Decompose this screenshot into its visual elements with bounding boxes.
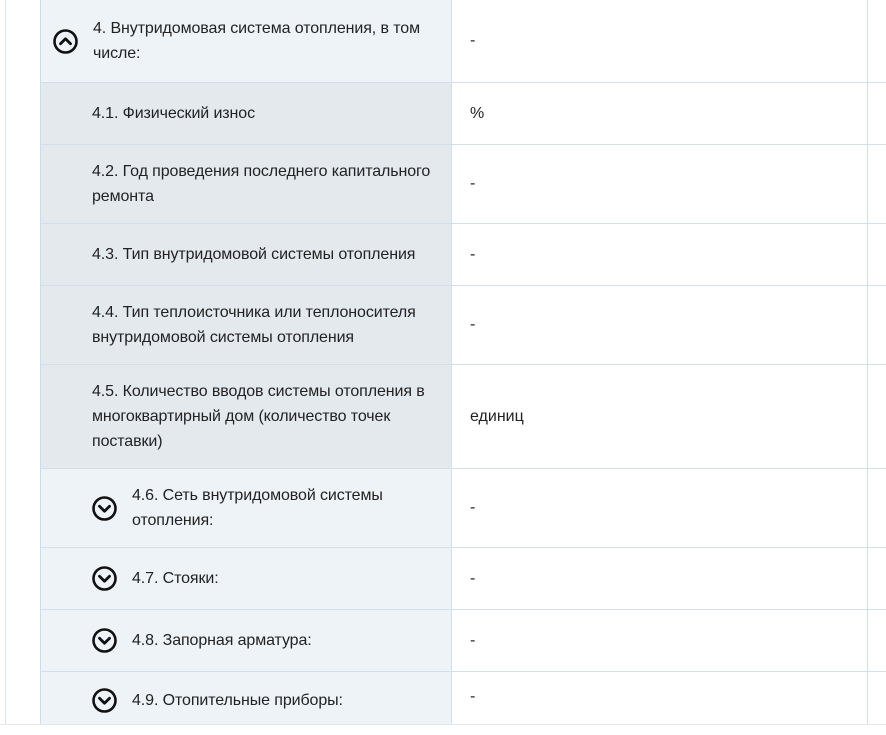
table-row-heat-source [41, 286, 886, 365]
row-label: 4.7. Стояки: [132, 570, 219, 587]
row-label-cell [41, 145, 452, 223]
row-label: 4.9. Отопительные приборы: [132, 692, 343, 709]
row-label: 4.4. Тип теплоисточника или теплоносителя внутридомовой системы отопления [92, 304, 416, 346]
row-value: - [452, 469, 868, 547]
row-label-cell [41, 224, 452, 285]
row-extra-cell [868, 286, 886, 364]
row-value: - [452, 224, 868, 285]
outer-border-line [5, 0, 6, 724]
row-extra-cell [868, 224, 886, 285]
table-row-heating-devices [41, 672, 886, 725]
row-value: - [452, 548, 868, 609]
row-label-cell [41, 83, 452, 144]
row-extra-cell [868, 0, 886, 82]
chevron-down-icon[interactable] [92, 688, 117, 713]
chevron-down-icon[interactable] [92, 628, 117, 653]
row-label: 4.2. Год проведения последнего капитального ремонта [92, 163, 431, 205]
row-extra-cell [868, 548, 886, 609]
row-value: - [452, 145, 868, 223]
row-label: 4. Внутридомовая система отопления, в том числе: [93, 20, 420, 62]
row-value: - [452, 610, 868, 671]
row-value: - [452, 0, 868, 82]
chevron-down-icon[interactable] [92, 566, 117, 591]
row-label-cell [41, 548, 452, 609]
row-label: 4.5. Количество вводов системы отопления в многоквартирный дом (количество точек поставки) [92, 383, 425, 450]
row-extra-cell [868, 365, 886, 468]
table-row-last-repair-year [41, 145, 886, 224]
row-value: % [452, 83, 868, 144]
row-extra-cell [868, 610, 886, 671]
row-label: 4.3. Тип внутридомовой системы отопления [92, 246, 416, 263]
table-row-shutoff-valves [41, 610, 886, 672]
table-row-risers [41, 548, 886, 610]
row-extra-cell [868, 145, 886, 223]
row-label-cell [41, 286, 452, 364]
row-extra-cell [868, 469, 886, 547]
row-label-cell [41, 0, 452, 82]
row-label-cell [41, 469, 452, 547]
row-value: - [452, 286, 868, 364]
chevron-up-icon[interactable] [53, 29, 78, 54]
row-extra-cell [868, 83, 886, 144]
house-systems-table [40, 0, 886, 725]
table-row-heating-system [41, 0, 886, 83]
row-label: 4.6. Сеть внутридомовой системы отопления: [132, 487, 383, 529]
row-label: 4.1. Физический износ [92, 105, 255, 122]
chevron-down-icon[interactable] [92, 496, 117, 521]
row-value: - [452, 672, 868, 725]
table-row-input-count [41, 365, 886, 469]
row-label-cell [41, 672, 452, 725]
row-label: 4.8. Запорная арматура: [132, 632, 312, 649]
bottom-divider [0, 724, 886, 725]
row-label-cell [41, 365, 452, 468]
table-row-physical-wear [41, 83, 886, 145]
table-row-heating-type [41, 224, 886, 286]
row-value: единиц [452, 365, 868, 468]
row-label-cell [41, 610, 452, 671]
row-extra-cell [868, 672, 886, 725]
table-row-heating-network [41, 469, 886, 548]
